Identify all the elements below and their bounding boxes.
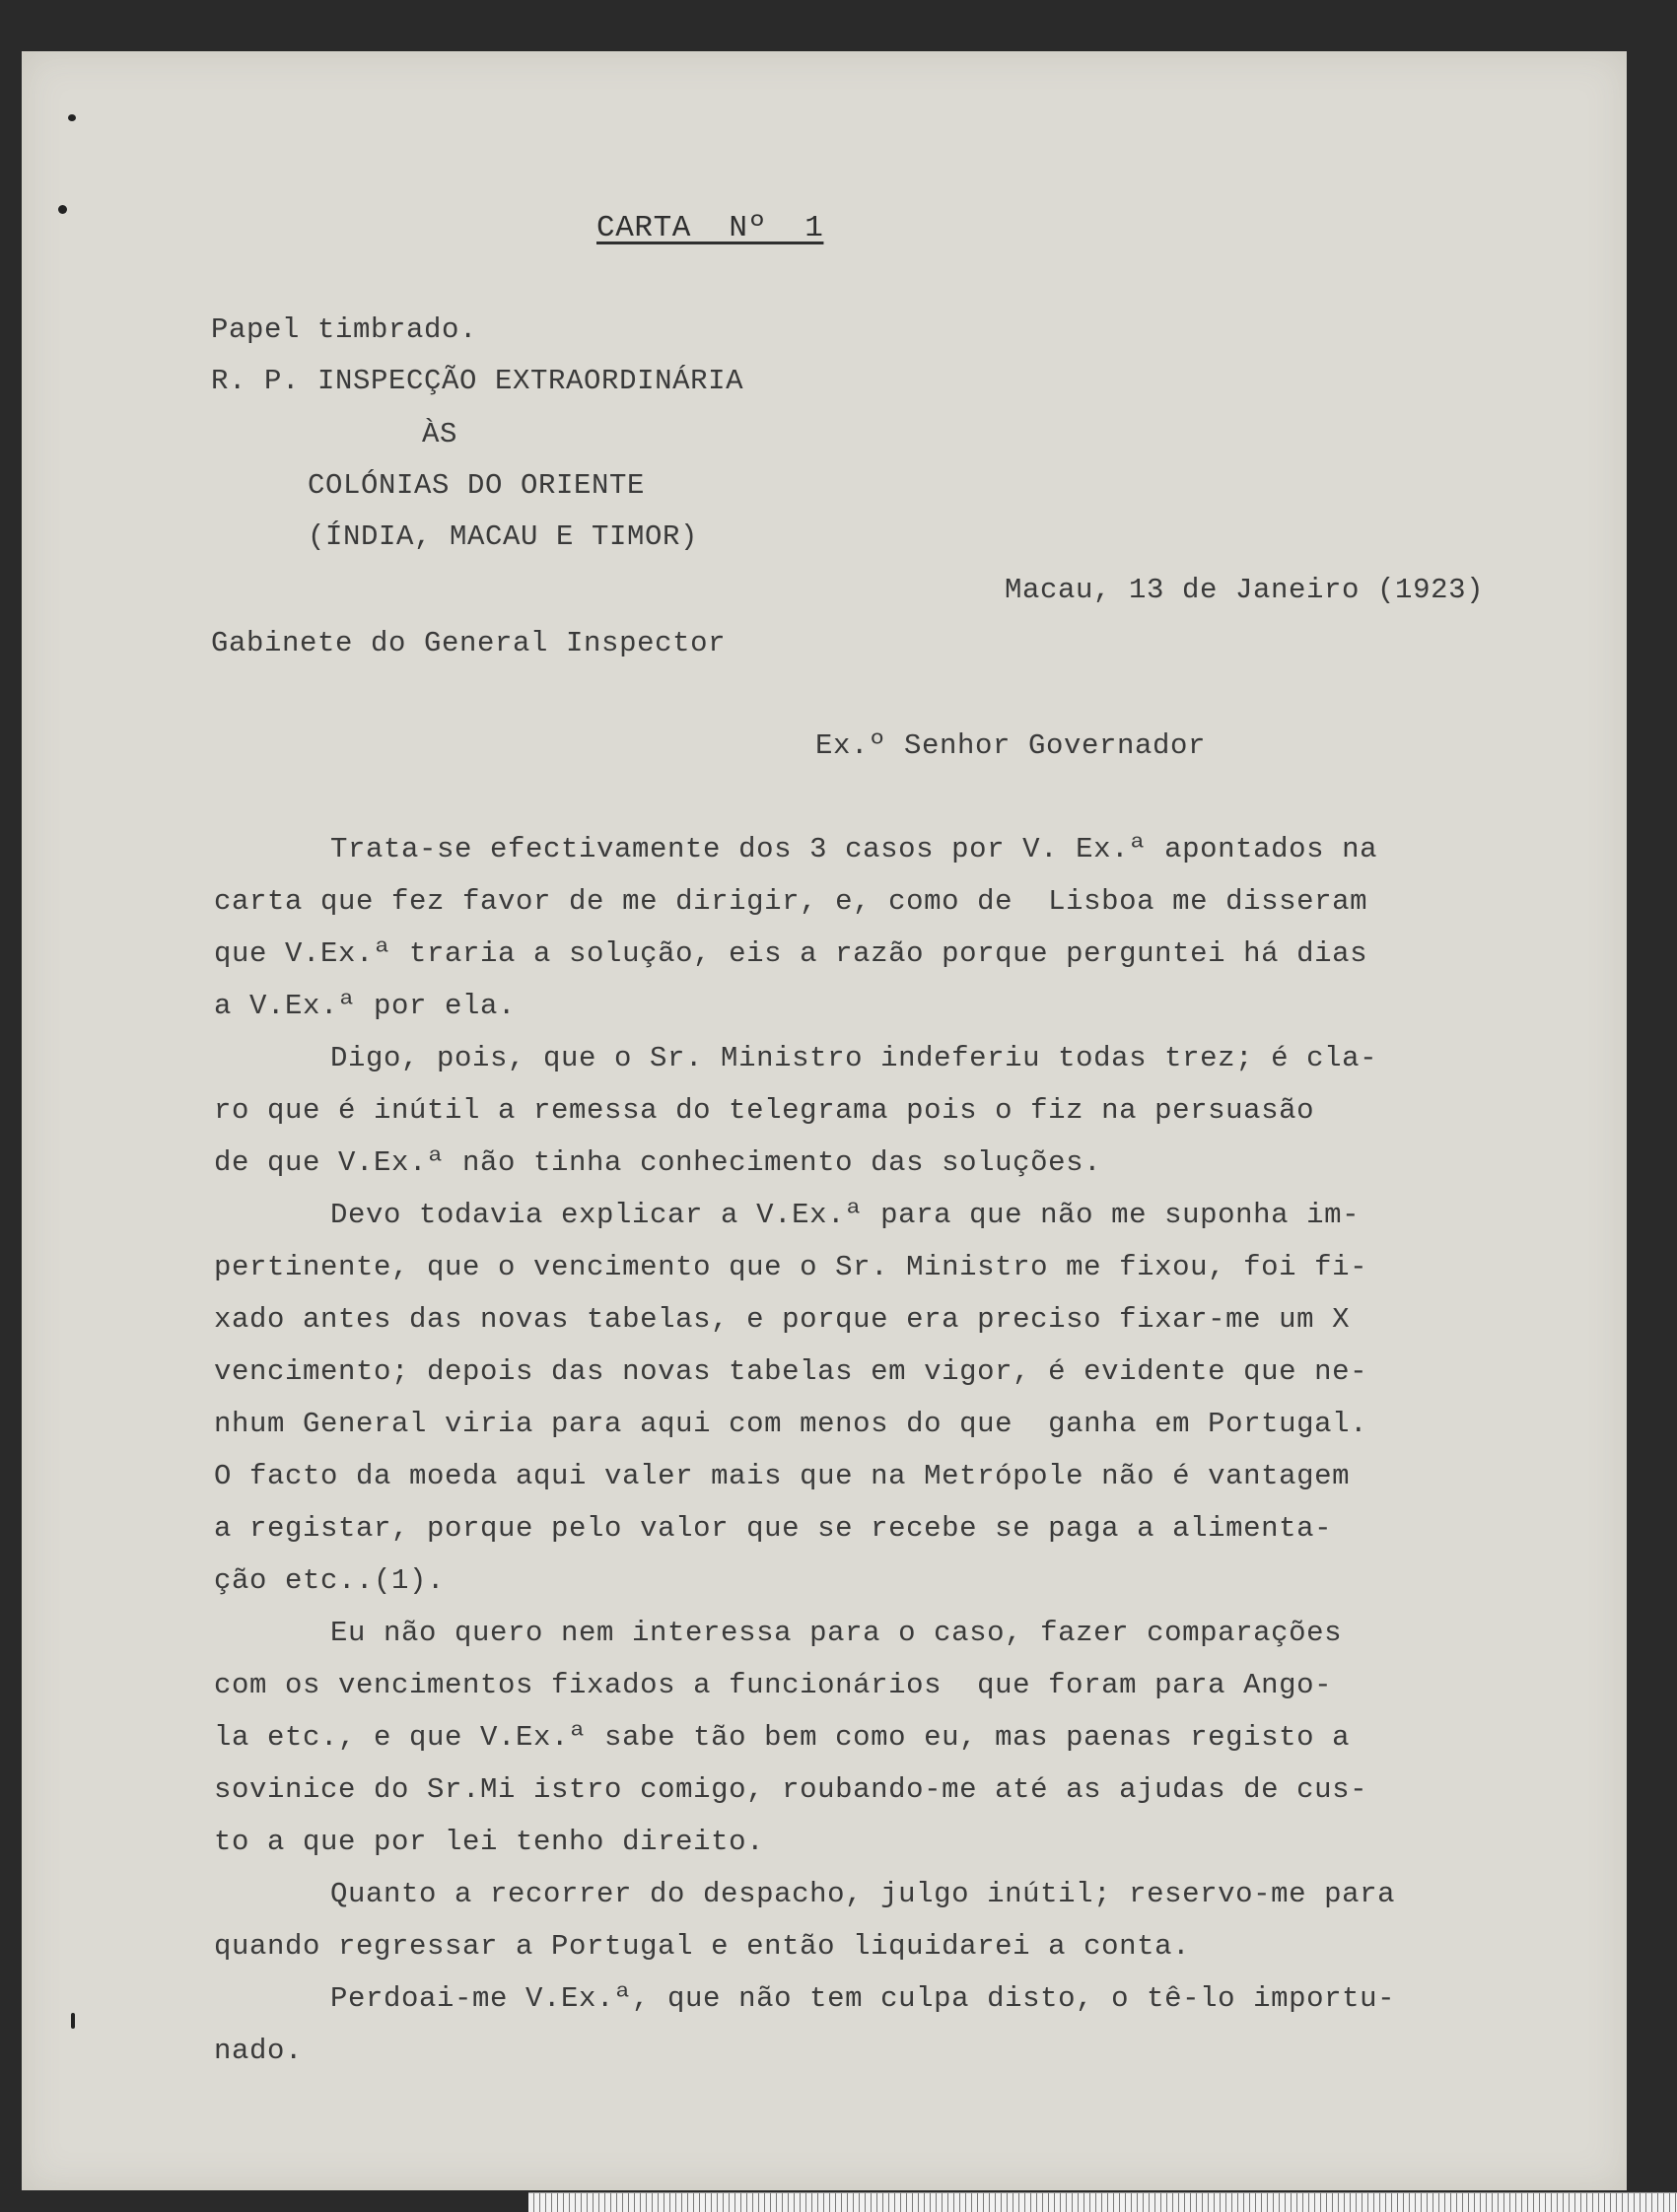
body-line: nado.: [214, 2035, 304, 2067]
salutation: Ex.º Senhor Governador: [815, 729, 1207, 762]
margin-mark: [71, 2013, 75, 2029]
body-line: O facto da moeda aqui valer mais que na Metrópole não é vantagem: [214, 1460, 1351, 1492]
body-line: Perdoai-me V.Ex.ª, que não tem culpa disto, o tê-lo importu-: [330, 1982, 1396, 2015]
body-line: que V.Ex.ª traria a solução, eis a razão porque perguntei há dias: [214, 937, 1368, 970]
body-line: a registar, porque pelo valor que se recebe se paga a alimenta-: [214, 1512, 1333, 1545]
body-line: ção etc..(1).: [214, 1564, 446, 1597]
document-page: [22, 51, 1627, 2190]
body-line: to a que por lei tenho direito.: [214, 1826, 765, 1858]
margin-mark: [68, 114, 76, 121]
body-line: ro que é inútil a remessa do telegrama pois o fiz na persuasão: [214, 1094, 1315, 1127]
margin-mark: [58, 205, 67, 214]
office-line: Gabinete do General Inspector: [211, 627, 727, 659]
letterhead-line: COLÓNIAS DO ORIENTE: [308, 469, 646, 502]
letter-title: CARTA Nº 1: [596, 211, 824, 245]
body-line: nhum General viria para aqui com menos do que ganha em Portugal.: [214, 1408, 1368, 1440]
body-line: carta que fez favor de me dirigir, e, como de Lisboa me disseram: [214, 885, 1368, 918]
body-line: Eu não quero nem interessa para o caso, fazer comparações: [330, 1617, 1343, 1649]
body-line: la etc., e que V.Ex.ª sabe tão bem como eu, mas paenas registo a: [214, 1721, 1351, 1754]
body-line: Devo todavia explicar a V.Ex.ª para que não me suponha im-: [330, 1199, 1361, 1231]
letterhead-line: ÀS: [422, 418, 458, 450]
body-line: com os vencimentos fixados a funcionários que foram para Ango-: [214, 1669, 1333, 1701]
body-line: quando regressar a Portugal e então liquidarei a conta.: [214, 1930, 1191, 1963]
scan-ruler: [528, 2192, 1677, 2212]
letterhead-line: Papel timbrado.: [211, 313, 478, 346]
body-line: sovinice do Sr.Mi istro comigo, roubando-me até as ajudas de cus-: [214, 1773, 1368, 1806]
letterhead-line: (ÍNDIA, MACAU E TIMOR): [308, 520, 699, 553]
body-line: vencimento; depois das novas tabelas em vigor, é evidente que ne-: [214, 1355, 1368, 1388]
body-line: Digo, pois, que o Sr. Ministro indeferiu todas trez; é cla-: [330, 1042, 1378, 1074]
body-line: pertinente, que o vencimento que o Sr. Ministro me fixou, foi fi-: [214, 1251, 1368, 1283]
date-line: Macau, 13 de Janeiro (1923): [1005, 574, 1485, 606]
body-line: de que V.Ex.ª não tinha conhecimento das soluções.: [214, 1146, 1102, 1179]
body-line: a V.Ex.ª por ela.: [214, 990, 517, 1022]
body-line: Trata-se efectivamente dos 3 casos por V. Ex.ª apontados na: [330, 833, 1378, 865]
body-line: xado antes das novas tabelas, e porque era preciso fixar-me um X: [214, 1303, 1351, 1336]
letterhead-line: R. P. INSPECÇÃO EXTRAORDINÁRIA: [211, 365, 744, 397]
body-line: Quanto a recorrer do despacho, julgo inútil; reservo-me para: [330, 1878, 1396, 1910]
